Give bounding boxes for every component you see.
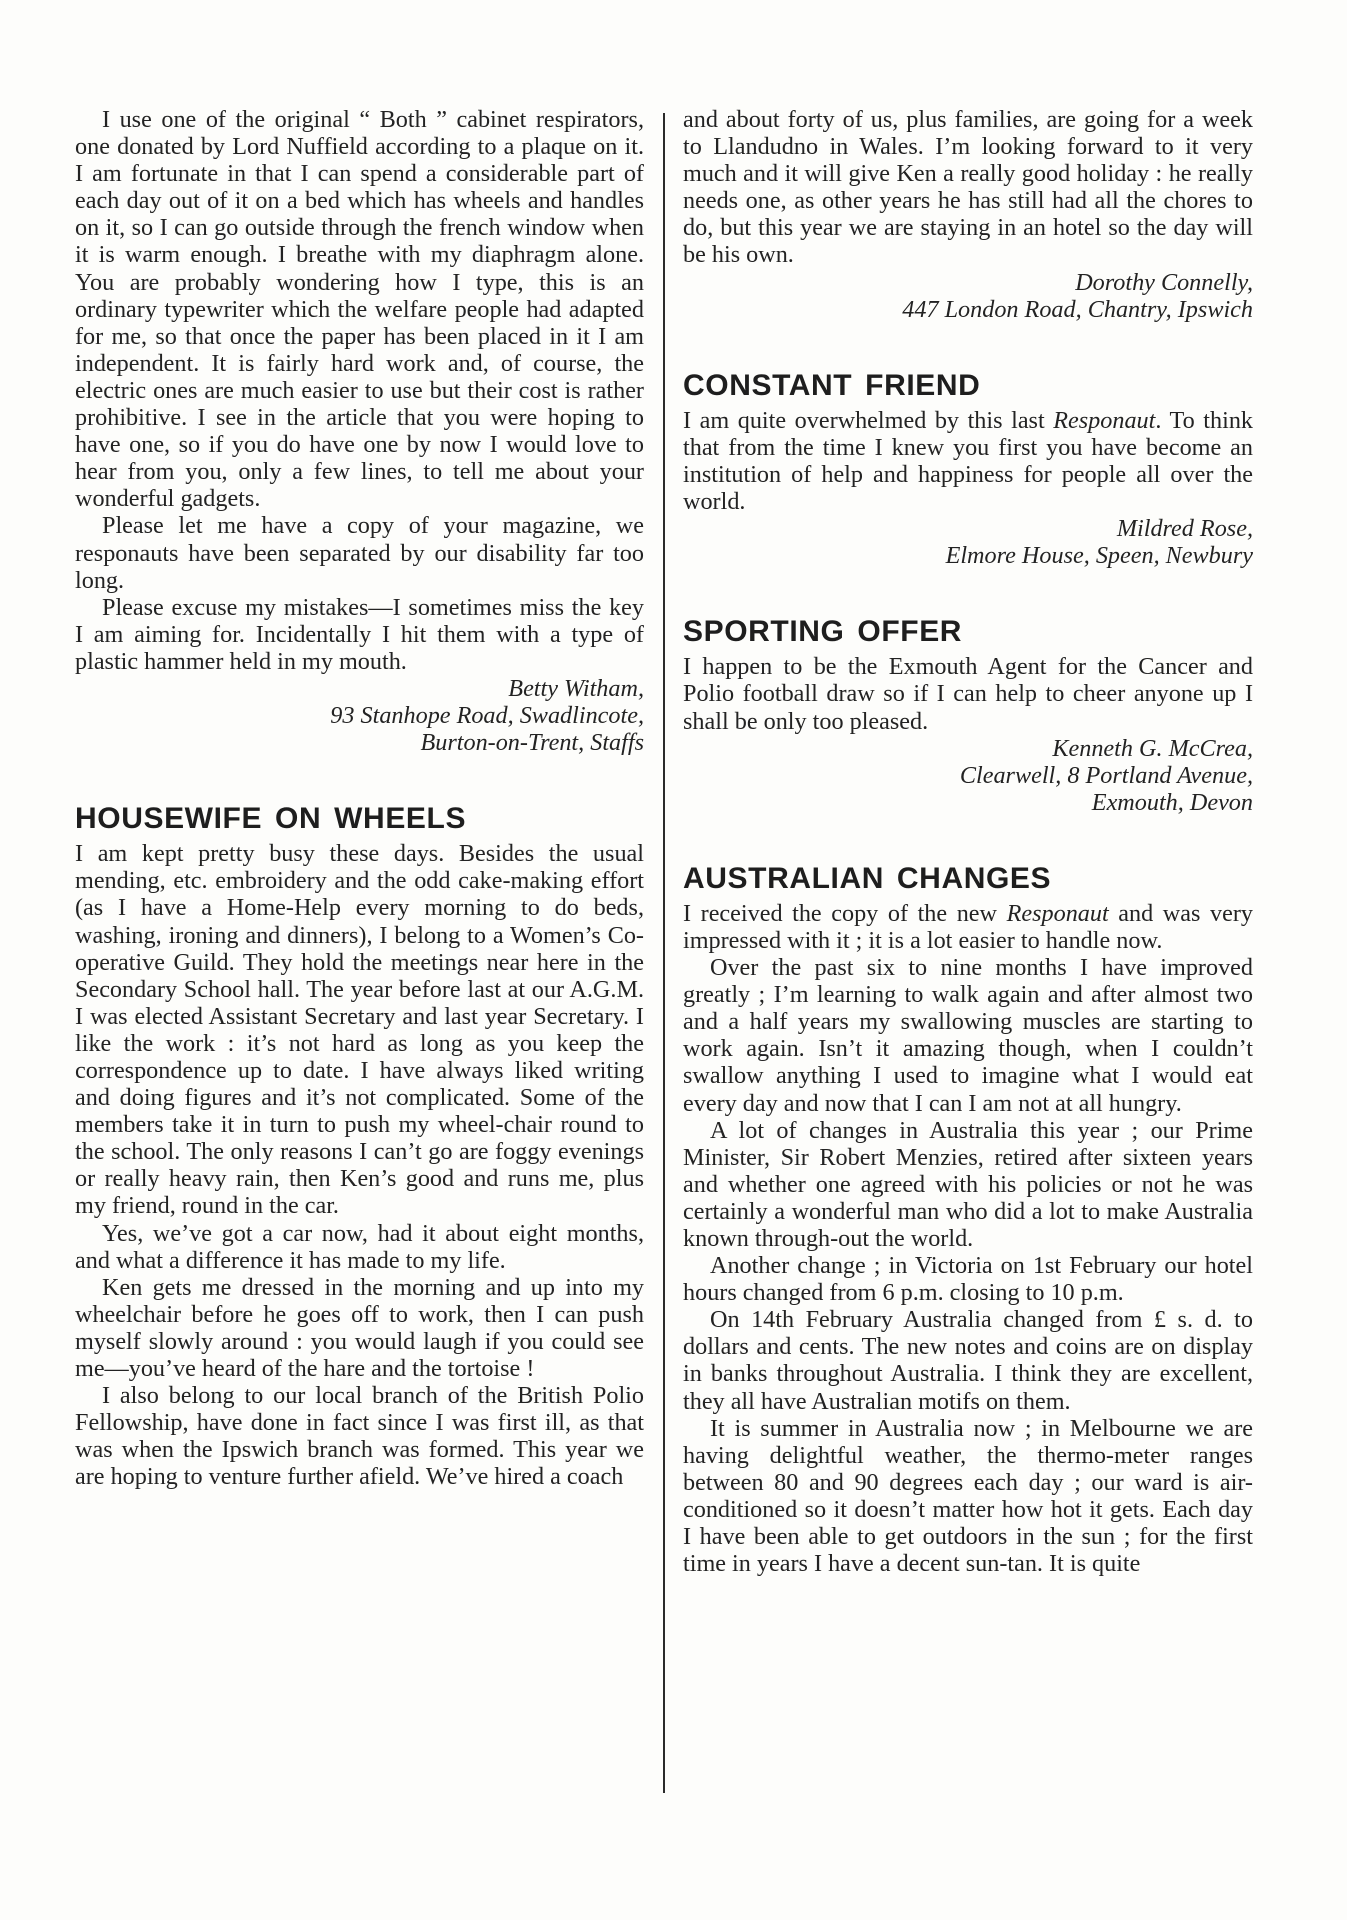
article-paragraph: I happen to be the Exmouth Agent for the Cancer and Polio football draw so if I can help to cheer anyone up I shall be only too pleased. (683, 653, 1253, 735)
article-australian-changes (683, 862, 1253, 1577)
article-constant-friend (683, 369, 1253, 570)
signature-address: Burton-on-Trent, Staffs (420, 729, 644, 757)
article-paragraph: Another change ; in Victoria on 1st February our hotel hours changed from 6 p.m. closing to 10 p.m. (683, 1252, 1253, 1307)
spacer (75, 756, 644, 802)
text-run: and was very impressed with it ; it is a lot easier to handle now. (683, 899, 1253, 954)
signature-name: Kenneth G. McCrea, (1052, 734, 1253, 762)
left-column (75, 106, 644, 1491)
text-run: . To think that from the time I knew you first you have become an institution of help and happiness for people all over the world. (683, 406, 1254, 516)
signature-address: Elmore House, Speen, Newbury (945, 542, 1253, 570)
magazine-title: Responaut (1053, 406, 1156, 434)
article-paragraph: Over the past six to nine months I have improved greatly ; I’m learning to walk again and after almost two and a half years my swallowing muscles are starting to work again. Isn’t it amazing though, when I couldn’t swallow anything I used to imagine what I would eat every day and now that I can I am not at all hungry. (683, 954, 1253, 1117)
article-paragraph: It is summer in Australia now ; in Melbourne we are having delightful weather, the thermo-meter ranges between 80 and 90 degrees each day ; our ward is air-conditioned so it doesn’t matter how hot it gets. Each day I have been able to get outdoors in the sun ; for the first time in years I have a decent sun-tan. It is quite (683, 1414, 1253, 1578)
article-paragraph: On 14th February Australia changed from £ s. d. to dollars and cents. The new notes and coins are on display in banks throughout Australia. I think they are excellent, they all have Australian motifs on them. (683, 1306, 1253, 1415)
section-heading: CONSTANT FRIEND (683, 368, 981, 402)
spacer (683, 323, 1253, 369)
column-divider (663, 113, 665, 1793)
letter-paragraph: Please let me have a copy of your magazine, we responauts have been separated by our disability far too long. (75, 512, 644, 594)
signature-address: 447 London Road, Chantry, Ipswich (902, 295, 1253, 323)
letter-betty-witham (75, 106, 644, 756)
article-paragraph: and about forty of us, plus families, are going for a week to Llandudno in Wales. I’m looking forward to it very much and it will give Ken a really good holiday : he really needs one, as other years he has still had all the chores to do, but this year we are staying in an hotel so the day will be his own. (683, 106, 1253, 269)
article-paragraph: I am kept pretty busy these days. Besides the usual mending, etc. embroidery and the odd cake-making effort (as I have a Home-Help every morning to do beds, washing, ironing and dinners), I belong to a Women’s Co-operative Guild. They hold the meetings near here in the Secondary School hall. The year before last at our A.G.M. I was elected Assistant Secretary and last year Secretary. I like the work : it’s not hard as long as you keep the correspondence up to date. I have always liked writing and doing figures and it’s not complicated. Some of the members take it in turn to push my wheel-chair round to the school. The only reasons I can’t go are foggy evenings or really heavy rain, then Ken’s good and runs me, plus my friend, round in the car. (75, 840, 644, 1220)
article-housewife-on-wheels (75, 802, 644, 1490)
article-sporting-offer (683, 615, 1253, 816)
magazine-title: Responaut (1006, 899, 1109, 927)
signature-name: Dorothy Connelly, (1075, 268, 1253, 296)
section-heading: HOUSEWIFE ON WHEELS (75, 802, 467, 836)
letter-paragraph: Please excuse my mistakes—I sometimes miss the key I am aiming for. Incidentally I hit them with a type of plastic hammer held in my mouth. (75, 593, 644, 675)
article-paragraph (683, 407, 1253, 515)
signature-name: Mildred Rose, (1116, 515, 1253, 543)
right-column (683, 106, 1253, 1577)
article-paragraph (683, 900, 1253, 954)
text-run: I received the copy of the new (683, 899, 1007, 927)
article-paragraph: Ken gets me dressed in the morning and up into my wheelchair before he goes off to work, then I can push myself slowly around : you would laugh if you could see me—you’ve heard of the hare and the tortoise ! (75, 1273, 644, 1383)
section-heading: SPORTING OFFER (683, 615, 963, 649)
article-paragraph: I also belong to our local branch of the British Polio Fellowship, have done in fact since I was first ill, as that was when the Ipswich branch was formed. This year we are hoping to venture further afield. We’ve hired a coach (75, 1382, 644, 1491)
article-paragraph: Yes, we’ve got a car now, had it about eight months, and what a difference it has made to my life. (75, 1219, 644, 1274)
article-paragraph: A lot of changes in Australia this year ; our Prime Minister, Sir Robert Menzies, retired after sixteen years and whether one agreed with his policies or not he was certainly a wonderful man who did a lot to make Australia known through-out the world. (683, 1116, 1253, 1252)
signature-name: Betty Witham, (508, 674, 644, 702)
signature-address: Exmouth, Devon (1091, 788, 1253, 816)
spacer (683, 569, 1253, 615)
signature-address: 93 Stanhope Road, Swadlincote, (330, 702, 644, 730)
signature-address: Clearwell, 8 Portland Avenue, (959, 761, 1253, 789)
text-run: I am quite overwhelmed by this last (683, 406, 1054, 434)
spacer (683, 816, 1253, 862)
section-heading: AUSTRALIAN CHANGES (683, 861, 1052, 895)
letter-paragraph: I use one of the original “ Both ” cabinet respirators, one donated by Lord Nuffield according to a plaque on it. I am fortunate in that I can spend a considerable part of each day out of it on a bed which has wheels and handles on it, so I can go outside through the french window when it is warm enough. I breathe with my diaphragm alone. You are probably wondering how I type, this is an ordinary typewriter which the welfare people had adapted for me, so that once the paper has been placed in it I am independent. It is fairly hard work and, of course, the electric ones are much easier to use but their cost is rather prohibitive. I see in the article that you were hoping to have one, so if you do have one by now I would love to hear from you, only a few lines, to tell me about your wonderful gadgets. (75, 106, 644, 513)
article-housewife-continued (683, 106, 1253, 323)
